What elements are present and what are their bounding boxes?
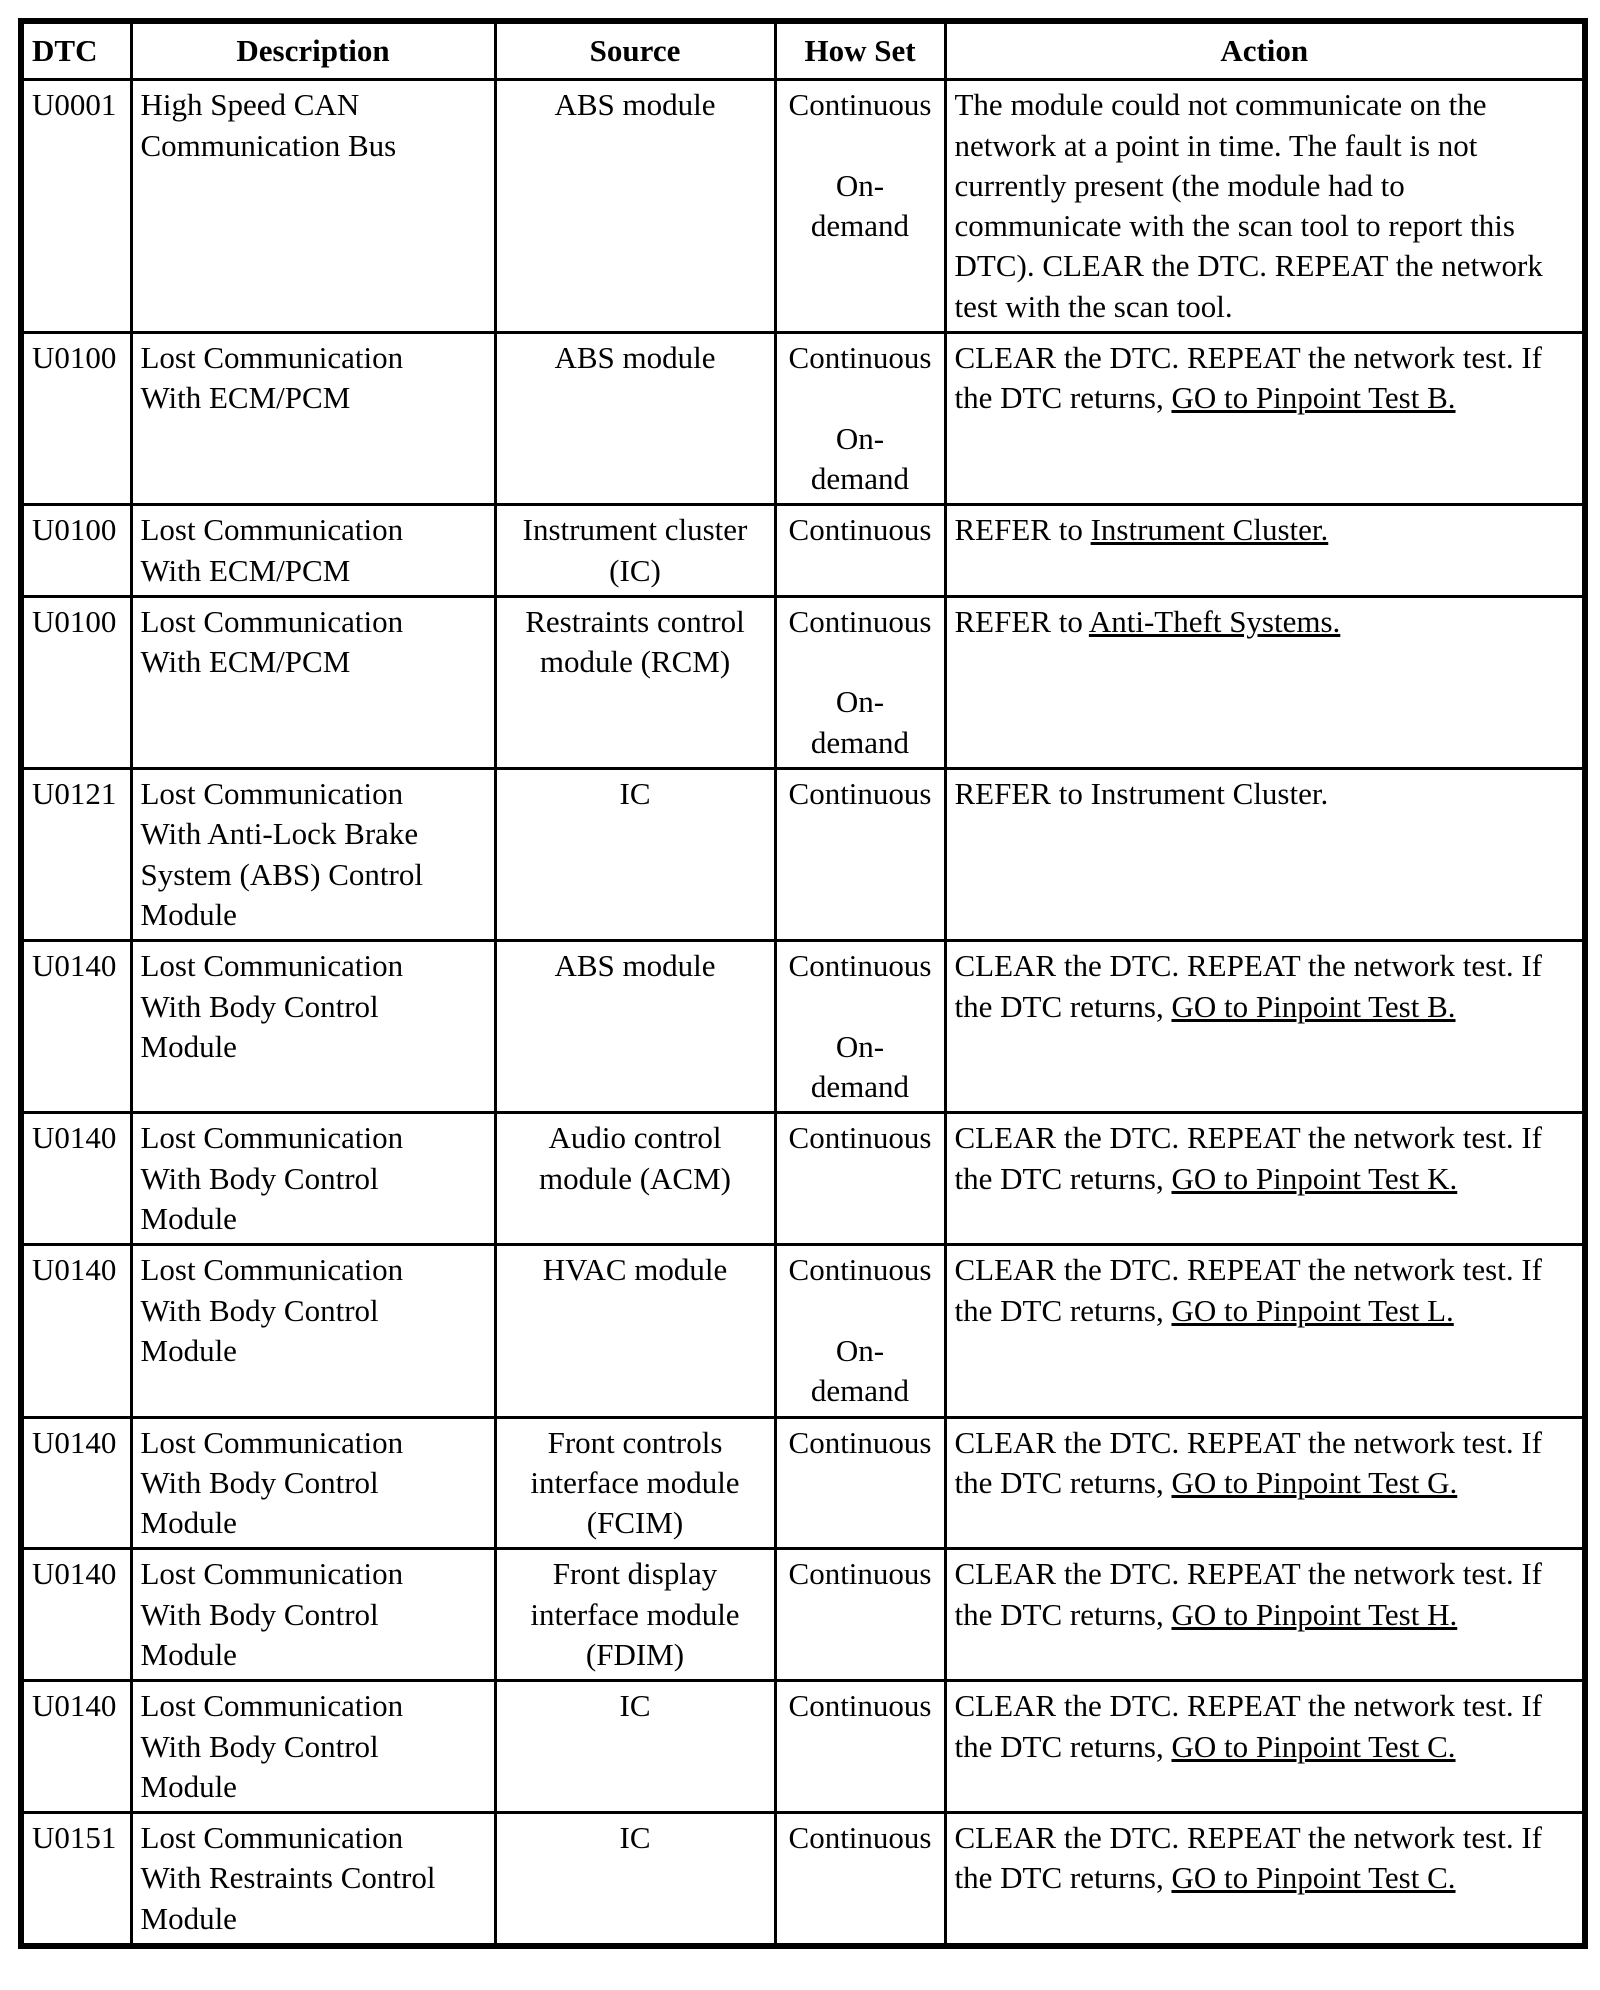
text-line: With ECM/PCM (140, 644, 351, 680)
text-line: Lost Communication (140, 1556, 404, 1592)
header-row (21, 21, 1585, 80)
source-cell (495, 505, 775, 597)
how-set-cell (775, 1681, 945, 1813)
text-line: module (RCM) (539, 644, 731, 680)
table-row (21, 596, 1585, 768)
dtc-code-cell: U0100 (21, 333, 131, 505)
action-text: CLEAR the DTC. REPEAT the network test. If the DTC returns, (954, 1688, 1543, 1764)
action-cell (945, 1417, 1585, 1549)
source-cell (495, 1549, 775, 1681)
header-source: Source (495, 21, 775, 80)
how-set-cell (775, 1245, 945, 1417)
action-link[interactable]: GO to Pinpoint Test H. (1171, 1596, 1458, 1632)
dtc-table (18, 18, 1588, 1949)
text-line: Continuous (788, 1688, 932, 1724)
action-link[interactable]: GO to Pinpoint Test C. (1171, 1860, 1456, 1896)
description-cell (131, 1245, 495, 1417)
text-line: Continuous (788, 1556, 932, 1592)
action-cell (945, 941, 1585, 1113)
description-cell (131, 333, 495, 505)
how-set-cell (775, 1549, 945, 1681)
header-how-set: How Set (775, 21, 945, 80)
text-line: System (ABS) Control (140, 856, 423, 892)
description-cell (131, 1113, 495, 1245)
text-line: Lost Communication (140, 776, 404, 812)
action-cell (945, 1245, 1585, 1417)
action-link[interactable]: GO to Pinpoint Test K. (1171, 1160, 1458, 1196)
text-line: High Speed CAN (140, 87, 360, 123)
text-line: With ECM/PCM (140, 552, 351, 588)
dtc-code-cell: U0151 (21, 1813, 131, 1946)
text-line: Restraints control (525, 603, 745, 639)
source-cell (495, 1417, 775, 1549)
action-text: CLEAR the DTC. REPEAT the network test. If the DTC returns, (954, 340, 1543, 416)
text-line: On- (835, 1028, 885, 1064)
text-line: Continuous (788, 948, 932, 984)
dtc-code-cell: U0100 (21, 505, 131, 597)
table-row (21, 505, 1585, 597)
text-line (779, 1291, 942, 1331)
text-line: ABS module (554, 340, 716, 376)
how-set-cell (775, 1113, 945, 1245)
action-cell (945, 1113, 1585, 1245)
table-row (21, 1113, 1585, 1245)
text-line: Module (140, 1028, 237, 1064)
text-line: Lost Communication (140, 1252, 404, 1288)
how-set-cell (775, 596, 945, 768)
action-text: CLEAR the DTC. REPEAT the network test. If the DTC returns, (954, 948, 1543, 1024)
table-row (21, 1813, 1585, 1946)
text-line: Lost Communication (140, 1820, 404, 1856)
text-line: On- (835, 1332, 885, 1368)
table-row (21, 1549, 1585, 1681)
description-cell (131, 1549, 495, 1681)
text-line (779, 642, 942, 682)
text-line: Lost Communication (140, 603, 404, 639)
text-line: Module (140, 896, 237, 932)
action-link[interactable]: GO to Pinpoint Test G. (1171, 1464, 1458, 1500)
action-link[interactable]: Anti-Theft Systems. (1088, 603, 1341, 639)
text-line: Continuous (788, 1120, 932, 1156)
text-line (779, 987, 942, 1027)
text-line: With ECM/PCM (140, 380, 351, 416)
source-cell (495, 1681, 775, 1813)
text-line: Continuous (788, 340, 932, 376)
text-line: demand (810, 1069, 910, 1105)
text-line: Front display (552, 1556, 718, 1592)
text-line: Audio control (548, 1120, 722, 1156)
description-cell (131, 1813, 495, 1946)
dtc-code-cell: U0100 (21, 596, 131, 768)
text-line: With Body Control (140, 1292, 379, 1328)
text-line: Module (140, 1201, 237, 1237)
description-cell (131, 1417, 495, 1549)
text-line: On- (835, 684, 885, 720)
source-cell (495, 941, 775, 1113)
dtc-code-cell: U0121 (21, 769, 131, 941)
action-cell (945, 769, 1585, 941)
action-cell (945, 333, 1585, 505)
description-cell (131, 596, 495, 768)
text-line: Continuous (788, 512, 932, 548)
table-row (21, 769, 1585, 941)
text-line: demand (810, 208, 910, 244)
dtc-code-cell: U0001 (21, 80, 131, 333)
text-line: With Anti-Lock Brake (140, 816, 419, 852)
description-cell (131, 941, 495, 1113)
text-line: Lost Communication (140, 1120, 404, 1156)
text-line: Module (140, 1900, 237, 1936)
action-cell (945, 80, 1585, 333)
action-cell (945, 596, 1585, 768)
table-row (21, 1245, 1585, 1417)
text-line: (IC) (609, 552, 661, 588)
text-line: Communication Bus (140, 127, 397, 163)
table-row (21, 941, 1585, 1113)
action-text: CLEAR the DTC. REPEAT the network test. If the DTC returns, (954, 1820, 1543, 1896)
source-cell (495, 769, 775, 941)
text-line (779, 378, 942, 418)
text-line: With Body Control (140, 1160, 379, 1196)
text-line: Lost Communication (140, 1424, 404, 1460)
action-link[interactable]: GO to Pinpoint Test C. (1171, 1728, 1456, 1764)
action-link[interactable]: GO to Pinpoint Test B. (1171, 380, 1456, 416)
action-link[interactable]: GO to Pinpoint Test L. (1171, 1292, 1454, 1328)
text-line: Lost Communication (140, 948, 404, 984)
text-line: Continuous (788, 776, 932, 812)
source-cell (495, 1113, 775, 1245)
how-set-cell (775, 1417, 945, 1549)
text-line: ABS module (554, 948, 716, 984)
text-line: Continuous (788, 1252, 932, 1288)
dtc-table-header (21, 21, 1585, 80)
text-line: Continuous (788, 603, 932, 639)
source-cell (495, 596, 775, 768)
description-cell (131, 769, 495, 941)
description-cell (131, 1681, 495, 1813)
text-line: demand (810, 724, 910, 760)
text-line: Continuous (788, 1424, 932, 1460)
dtc-code-cell: U0140 (21, 1113, 131, 1245)
text-line: Module (140, 1768, 237, 1804)
table-row (21, 80, 1585, 333)
header-action: Action (945, 21, 1585, 80)
action-link[interactable]: Instrument Cluster. (1090, 512, 1329, 548)
text-line: With Body Control (140, 1728, 379, 1764)
text-line: module (ACM) (538, 1160, 731, 1196)
action-text: CLEAR the DTC. REPEAT the network test. If the DTC returns, (954, 1424, 1543, 1500)
text-line: IC (619, 776, 651, 812)
source-cell (495, 333, 775, 505)
text-line: (FCIM) (586, 1505, 684, 1541)
action-cell (945, 1813, 1585, 1946)
text-line: interface module (530, 1596, 740, 1632)
how-set-cell (775, 80, 945, 333)
text-line: Lost Communication (140, 512, 404, 548)
action-link[interactable]: GO to Pinpoint Test B. (1171, 988, 1456, 1024)
action-text: CLEAR the DTC. REPEAT the network test. If the DTC returns, (954, 1120, 1543, 1196)
dtc-code-cell: U0140 (21, 1681, 131, 1813)
description-cell (131, 80, 495, 333)
dtc-code-cell: U0140 (21, 1417, 131, 1549)
action-text: The module could not communicate on the network at a point in time. The fault is not currently present (the module had to communicate with the scan tool to report this DTC). CLEAR the DTC. REPEAT the network test with the scan tool. (954, 87, 1543, 324)
text-line: demand (810, 1373, 910, 1409)
dtc-table-body (21, 80, 1585, 1946)
description-cell (131, 505, 495, 597)
how-set-cell (775, 941, 945, 1113)
how-set-cell (775, 505, 945, 597)
text-line: With Body Control (140, 1596, 379, 1632)
header-description: Description (131, 21, 495, 80)
action-text: CLEAR the DTC. REPEAT the network test. If the DTC returns, (954, 1252, 1543, 1328)
text-line: IC (619, 1820, 651, 1856)
source-cell (495, 80, 775, 333)
table-row (21, 333, 1585, 505)
text-line: Continuous (788, 1820, 932, 1856)
action-cell (945, 1549, 1585, 1681)
text-line: Lost Communication (140, 340, 404, 376)
text-line: demand (810, 460, 910, 496)
action-text: CLEAR the DTC. REPEAT the network test. If the DTC returns, (954, 1556, 1543, 1632)
dtc-code-cell: U0140 (21, 1549, 131, 1681)
header-dtc: DTC (21, 21, 131, 80)
text-line: Module (140, 1332, 237, 1368)
text-line: ABS module (554, 87, 716, 123)
text-line: HVAC module (542, 1252, 728, 1288)
text-line: With Body Control (140, 988, 379, 1024)
how-set-cell (775, 769, 945, 941)
text-line: (FDIM) (585, 1636, 685, 1672)
action-cell (945, 505, 1585, 597)
text-line (779, 126, 942, 166)
source-cell (495, 1813, 775, 1946)
text-line: With Body Control (140, 1464, 379, 1500)
how-set-cell (775, 333, 945, 505)
text-line: Continuous (788, 87, 932, 123)
text-line: Instrument cluster (522, 512, 748, 548)
text-line: interface module (530, 1464, 740, 1500)
dtc-code-cell: U0140 (21, 1245, 131, 1417)
source-cell (495, 1245, 775, 1417)
how-set-cell (775, 1813, 945, 1946)
text-line: With Restraints Control (140, 1860, 436, 1896)
text-line: Front controls (547, 1424, 723, 1460)
text-line: Lost Communication (140, 1688, 404, 1724)
action-cell (945, 1681, 1585, 1813)
action-text: REFER to (954, 512, 1091, 548)
text-line: On- (835, 420, 885, 456)
table-row (21, 1417, 1585, 1549)
text-line: On- (835, 167, 885, 203)
dtc-code-cell: U0140 (21, 941, 131, 1113)
action-text: REFER to Instrument Cluster. (954, 776, 1329, 812)
table-row (21, 1681, 1585, 1813)
text-line: Module (140, 1636, 237, 1672)
text-line: IC (619, 1688, 651, 1724)
action-text: REFER to (954, 603, 1089, 639)
text-line: Module (140, 1505, 237, 1541)
